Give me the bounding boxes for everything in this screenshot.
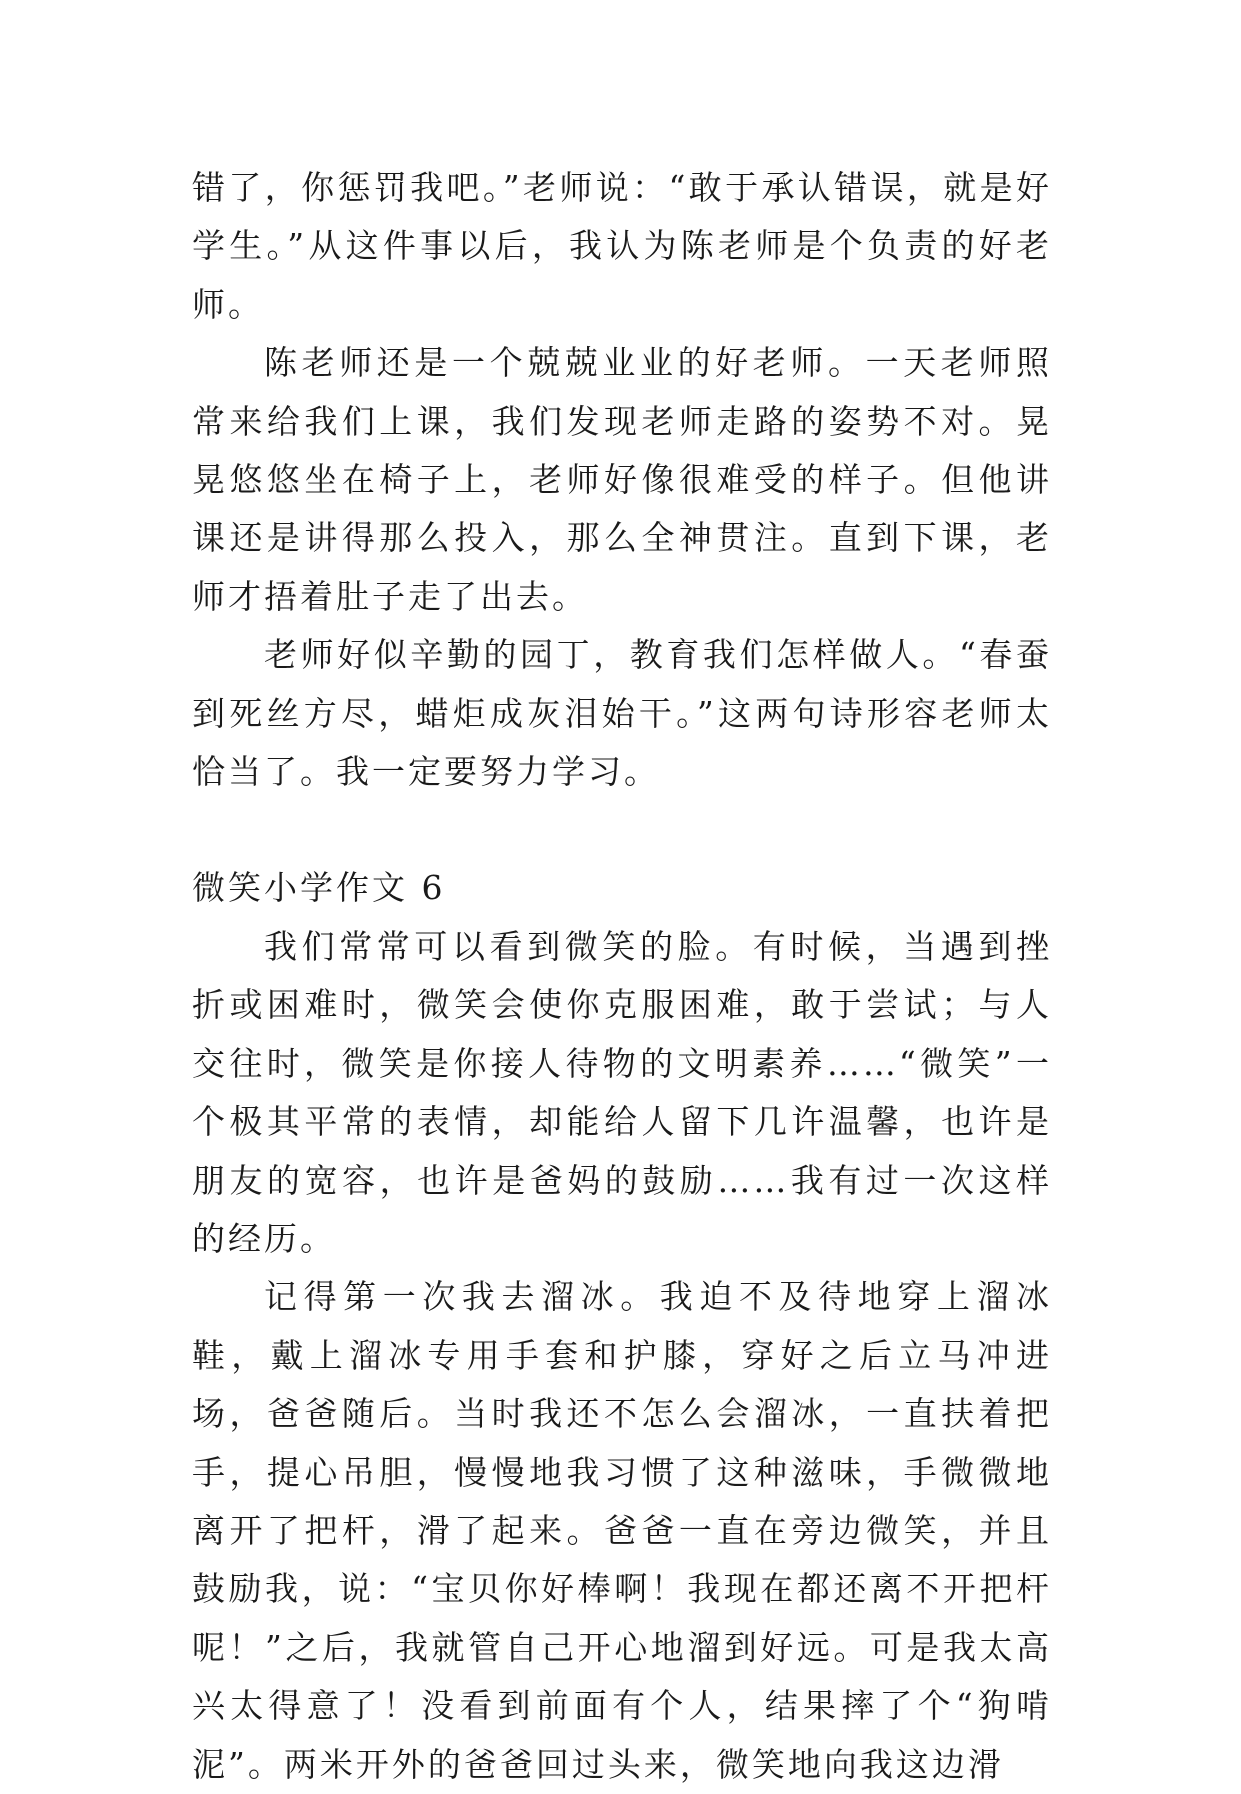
paragraph: 老师好似辛勤的园丁，教育我们怎样做人。“春蚕到死丝方尽，蜡炬成灰泪始干。”这两句诗形容老师太恰当了。我一定要努力学习。: [192, 635, 1052, 792]
paragraph: 记得第一次我去溜冰。我迫不及待地穿上溜冰鞋，戴上溜冰专用手套和护膝，穿好之后立马冲进场，爸爸随后。当时我还不怎么会溜冰，一直扶着把手，提心吊胆，慢慢地我习惯了这种滋味，手微微地离开了把杆，滑了起来。爸爸一直在旁边微笑，并且鼓励我，说：“宝贝你好棒啊！我现在都还离不开把杆呢！”之后，我就管自己开心地溜到好远。可是我太高兴太得意了！没看到前面有个人，结果摔了个“狗啃泥”。两米开外的爸爸回过头来，微笑地向我这边滑: [192, 1277, 1052, 1784]
paragraph-continuation: 错了，你惩罚我吧。”老师说：“敢于承认错误，就是好学生。”从这件事以后，我认为陈老师是个负责的好老师。: [192, 168, 1052, 324]
paragraph: 我们常常可以看到微笑的脸。有时候，当遇到挫折或困难时，微笑会使你克服困难，敢于尝试；与人交往时，微笑是你接人待物的文明素养……“微笑”一个极其平常的表情，却能给人留下几许温馨，也许是朋友的宽容，也许是爸妈的鼓励……我有过一次这样的经历。: [192, 926, 1052, 1258]
document-body: [192, 159, 1052, 1794]
paragraph: 陈老师还是一个兢兢业业的好老师。一天老师照常来给我们上课，我们发现老师走路的姿势不对。晃晃悠悠坐在椅子上，老师好像很难受的样子。但他讲课还是讲得那么投入，那么全神贯注。直到下课，老师才捂着肚子走了出去。: [192, 343, 1052, 616]
essay-title: 微笑小学作文 6: [192, 868, 446, 908]
section-gap: [192, 801, 1052, 859]
